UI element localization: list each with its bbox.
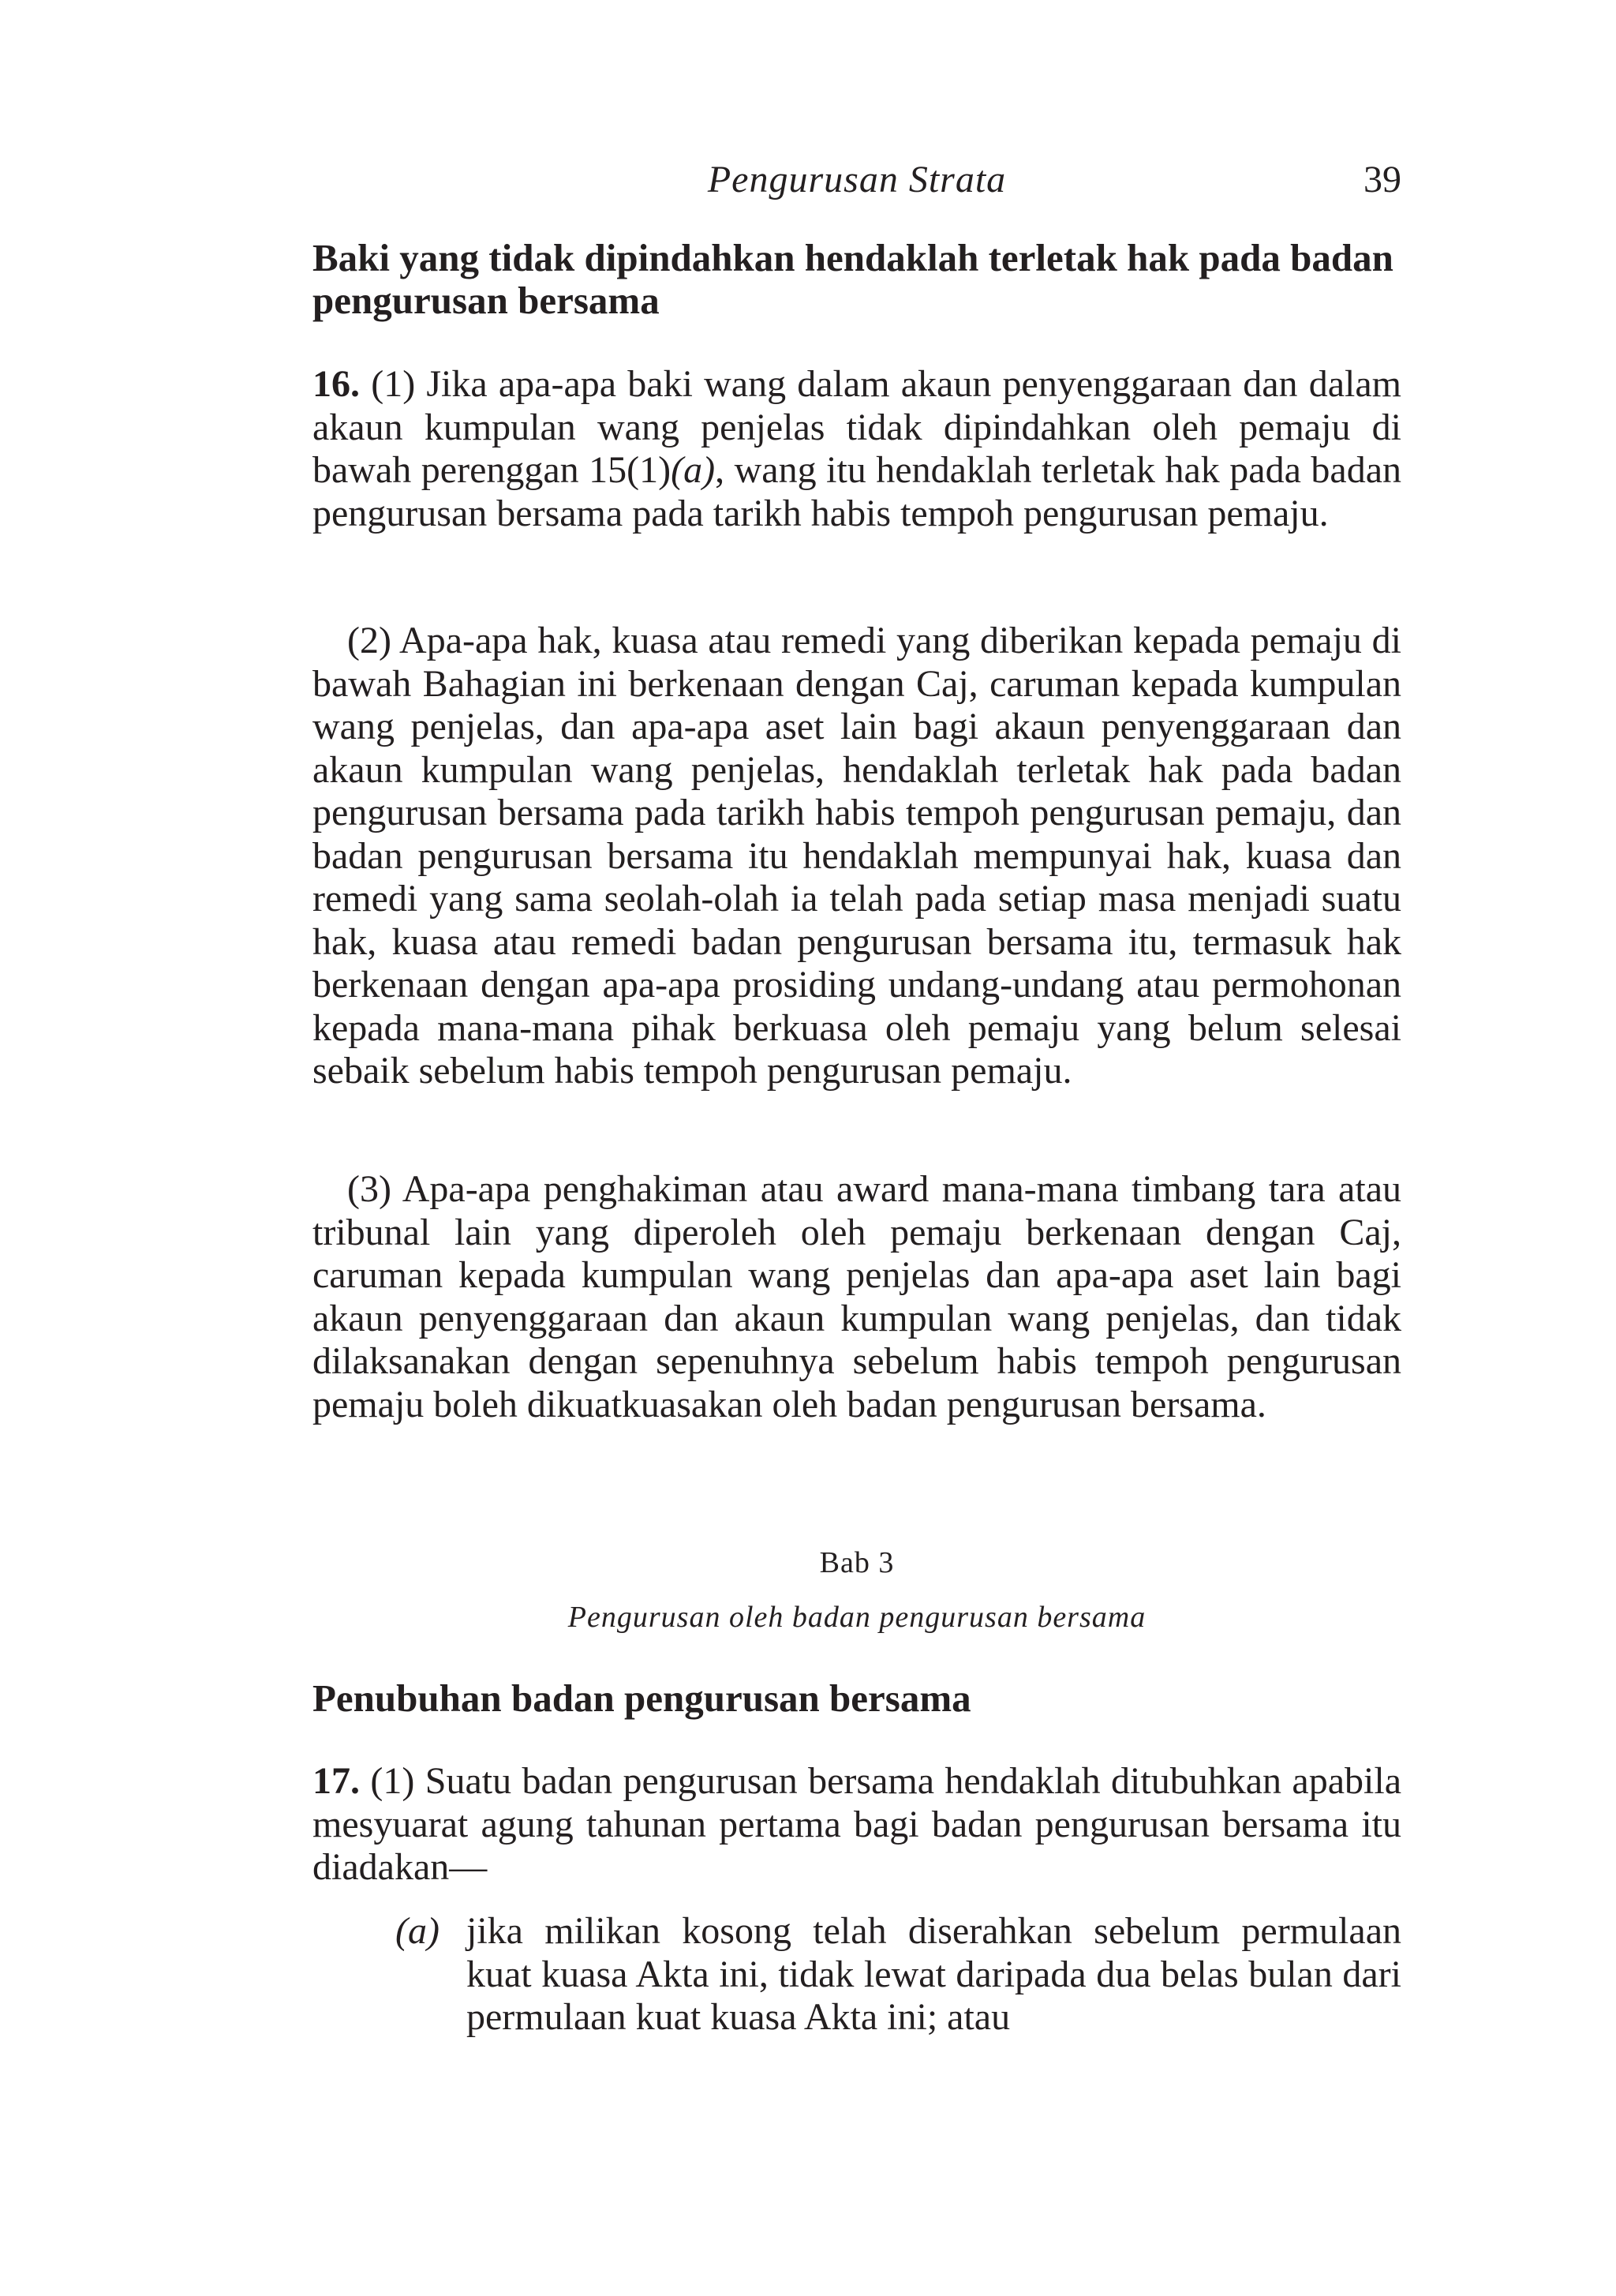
section-16-number: 16. [312, 363, 360, 405]
section-16-sub1-reference: (a) [671, 449, 716, 491]
section-16-heading: Baki yang tidak dipindahkan hendaklah terletak hak pada badan pengurusan bersama [312, 236, 1393, 322]
page-number: 39 [1364, 159, 1401, 200]
item-a-text: jika milikan kosong telah diserahkan sebelum permulaan kuat kuasa Akta ini, tidak lewat daripada dua belas bulan dari permulaan kuat kuasa Akta ini; atau [466, 1910, 1401, 2038]
section-17-sub1-text: (1) Suatu badan pengurusan bersama hendaklah ditubuhkan apabila mesyuarat agung tahunan pertama bagi badan pengurusan bersama itu diadakan— [312, 1760, 1401, 1888]
running-title: Pengurusan Strata [707, 159, 1007, 200]
section-16-sub1-text-b: , wang itu hendaklah terletak hak pada badan pengurusan bersama pada tarikh habis tempoh pengurusan pemaju. [312, 449, 1401, 534]
section-16-subsection-3: (3) Apa-apa penghakiman atau award mana-mana timbang tara atau tribunal lain yang diperoleh oleh pemaju berkenaan dengan Caj, caruman kepada kumpulan wang penjelas dan apa-apa aset lain bagi akaun penyenggaraan dan akaun kumpulan wang penjelas, dan tidak dilaksanakan dengan sepenuhnya sebelum habis tempoh pengurusan pemaju boleh dikuatkuasakan oleh badan pengurusan bersama. [312, 1168, 1401, 1425]
section-17-number: 17. [312, 1760, 360, 1802]
item-a-label: (a) [395, 1910, 440, 1952]
chapter-label: Bab 3 [819, 1546, 895, 1579]
section-17-subsection-1 [312, 1760, 1401, 1890]
running-header [312, 158, 1401, 205]
section-17-heading: Penubuhan badan pengurusan bersama [312, 1676, 971, 1720]
chapter-title: Pengurusan oleh badan pengurusan bersama [567, 1601, 1147, 1634]
section-16-subsection-1 [312, 363, 1401, 535]
section-16-subsection-2: (2) Apa-apa hak, kuasa atau remedi yang diberikan kepada pemaju di bawah Bahagian ini berkenaan dengan Caj, caruman kepada kumpulan wang penjelas, dan apa-apa aset lain bagi akaun penyenggaraan dan akaun kumpulan wang penjelas, hendaklah terletak hak pada badan pengurusan bersama pada tarikh habis tempoh pengurusan pemaju, dan badan pengurusan bersama itu hendaklah mempunyai hak, kuasa dan remedi yang sama seolah-olah ia telah pada setiap masa menjadi suatu hak, kuasa atau remedi badan pengurusan bersama itu, termasuk hak berkenaan dengan apa-apa prosiding undang-undang atau permohonan kepada mana-mana pihak berkuasa oleh pemaju yang belum selesai sebaik sebelum habis tempoh pengurusan pemaju. [312, 620, 1401, 1092]
section-16-sub1-text-a: (1) Jika apa-apa baki wang dalam akaun penyenggaraan dan dalam akaun kumpulan wang penjelas tidak dipindahkan oleh pemaju di bawah perenggan 15(1) [312, 363, 1402, 491]
